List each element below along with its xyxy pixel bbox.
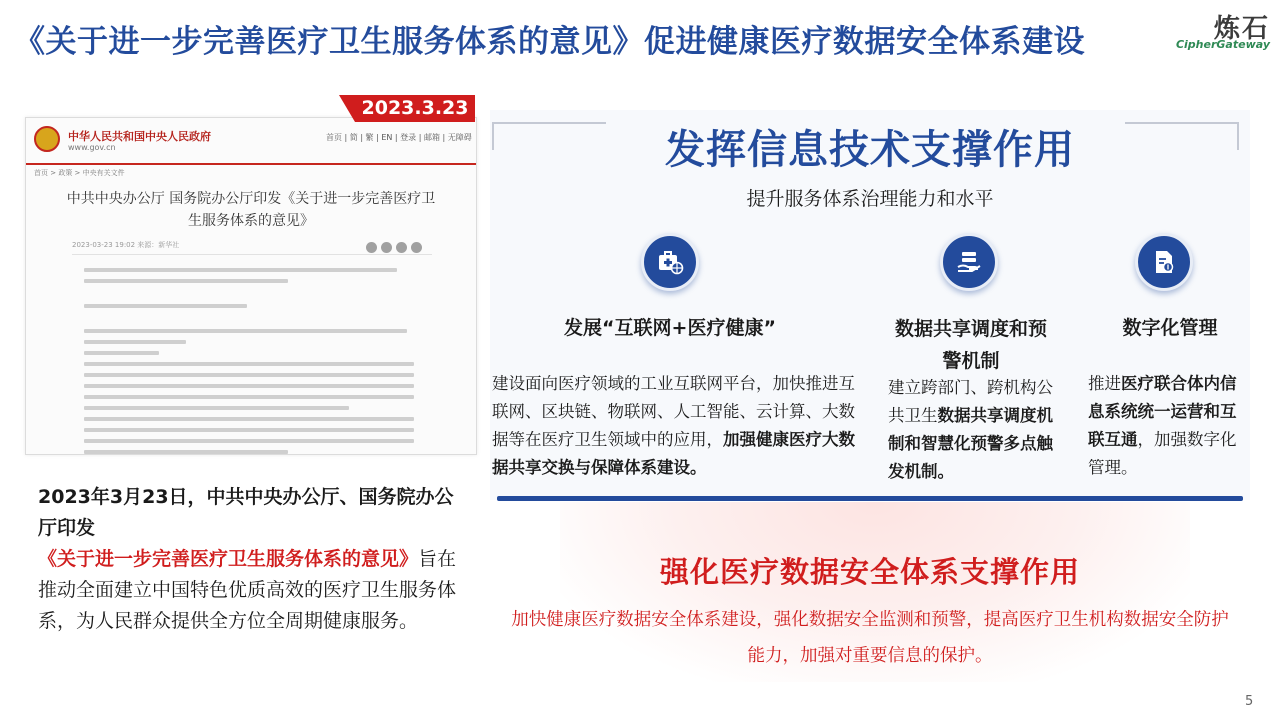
national-emblem-icon: [34, 126, 60, 152]
panel-divider: [497, 496, 1243, 501]
share-icon: [381, 242, 392, 253]
share-icon: [366, 242, 377, 253]
document-body-text: [84, 268, 424, 455]
company-logo: 炼石: [1213, 14, 1270, 44]
body-text: ，加强数字化管理。: [1088, 430, 1237, 477]
column-body-data-sharing: [888, 374, 1058, 486]
document-title: 中共中央办公厅 国务院办公厅印发《关于进一步完善医疗卫生服务体系的意见》: [66, 191, 436, 229]
site-header-bar: [26, 163, 476, 165]
summary-rest: 旨在推动全面建立中国特色优质高效的医疗卫生服务体系，为人民群众提供全方位全周期健康服务。: [38, 548, 457, 632]
medical-kit-globe-icon: [641, 233, 699, 291]
body-emphasis: 加强健康医疗大数据共享交换与保障体系建设。: [492, 430, 855, 477]
security-heading: 强化医疗数据安全体系支撑作用: [659, 555, 1080, 589]
summary-text: [38, 482, 468, 637]
site-nav: 首页 | 简 | 繁 | EN | 登录 | 邮箱 | 无障碍: [326, 133, 472, 142]
digital-document-icon: [1135, 233, 1193, 291]
body-text: 推进: [1088, 374, 1121, 393]
body-text: 建设面向医疗领域的工业互联网平台，加快推进互联网、区块链、物联网、人工智能、云计算、大数据等在医疗卫生领域中的应用，: [492, 374, 855, 449]
body-emphasis: 数据共享调度机制和智慧化预警多点触发机制。: [888, 406, 1053, 481]
page-number: 5: [1245, 694, 1254, 709]
column-title-data-sharing: 数据共享调度和预警机制: [894, 318, 1047, 372]
share-icon: [411, 242, 422, 253]
summary-lead: 2023年3月23日，中共中央办公厅、国务院办公厅印发: [38, 486, 454, 539]
panel-heading: 发挥信息技术支撑作用: [665, 127, 1075, 173]
document-meta: 2023-03-23 19:02 来源：新华社: [72, 241, 180, 249]
data-sharing-hand-icon: [940, 233, 998, 291]
site-url: www.gov.cn: [68, 143, 116, 152]
column-title-digital-management: 数字化管理: [1122, 317, 1218, 339]
summary-document-name: 《关于进一步完善医疗卫生服务体系的意见》: [38, 548, 419, 570]
share-icon: [396, 242, 407, 253]
site-name: 中华人民共和国中央人民政府: [68, 130, 211, 143]
body-emphasis: 医疗联合体内信息系统统一运营和互联互通: [1088, 374, 1237, 449]
breadcrumb: 首页 > 政策 > 中央有关文件: [34, 169, 125, 177]
slide-title: 《关于进一步完善医疗卫生服务体系的意见》促进健康医疗数据安全体系建设: [14, 24, 1085, 60]
column-title-internet-health: 发展“互联网+医疗健康”: [564, 317, 776, 339]
company-logo-subtitle: CipherGateway: [1175, 38, 1270, 51]
panel-subheading: 提升服务体系治理能力和水平: [746, 188, 994, 210]
security-body: 加快健康医疗数据安全体系建设，强化数据安全监测和预警，提高医疗卫生机构数据安全防护能力，加强对重要信息的保护。: [511, 610, 1229, 666]
column-body-internet-health: [492, 370, 862, 482]
date-badge: 2023.3.23: [355, 95, 475, 122]
document-screenshot: [25, 117, 477, 455]
divider: [72, 254, 432, 255]
body-text: 建立跨部门、跨机构公共卫生: [888, 378, 1053, 425]
column-body-digital-management: [1088, 370, 1248, 482]
